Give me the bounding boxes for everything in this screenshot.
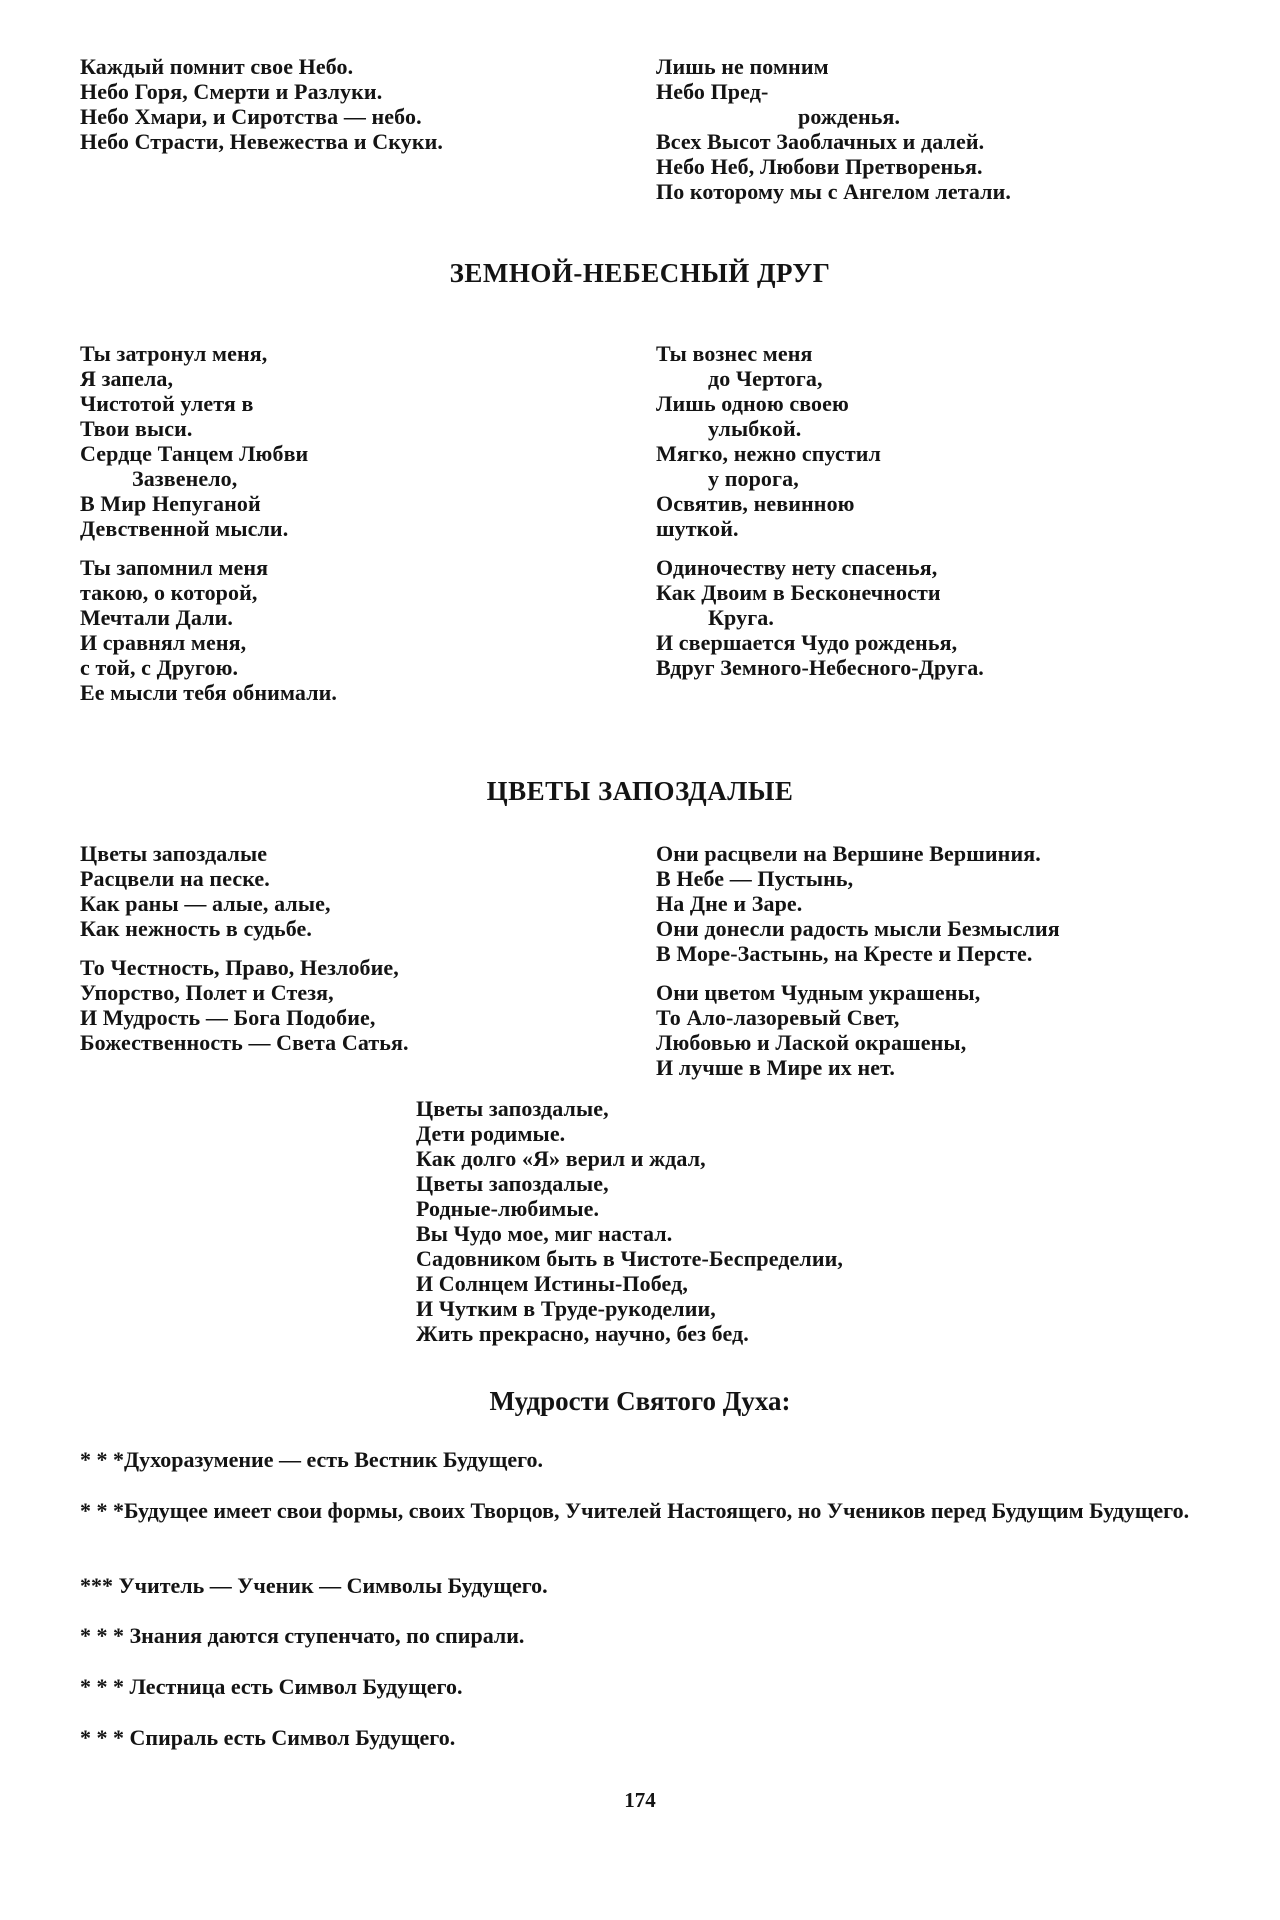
poem-line: Круга. bbox=[708, 605, 774, 630]
poem-line: с той, с Другою. bbox=[80, 655, 239, 680]
poem-line: Как нежность в судьбе. bbox=[80, 916, 313, 941]
wisdom-title: Мудрости Святого Духа: bbox=[489, 1386, 791, 1416]
poem-line: Они цветом Чудным украшены, bbox=[656, 980, 981, 1005]
list-item bbox=[80, 1623, 1200, 1648]
poem-line: В Небе — Пустынь, bbox=[656, 866, 854, 891]
poem-line: Они расцвели на Вершине Вершиния. bbox=[656, 841, 1041, 866]
poem-line: Цветы запоздалые, bbox=[416, 1171, 609, 1196]
stanza-gap bbox=[656, 541, 984, 555]
poem-line: Садовником быть в Чистоте-Беспределии, bbox=[416, 1246, 843, 1271]
poem-line: И Солнцем Истины-Побед, bbox=[416, 1271, 688, 1296]
poem-line: у порога, bbox=[708, 466, 799, 491]
poem-line: Я запела, bbox=[80, 366, 174, 391]
poem-line: Вдруг Земного-Небесного-Друга. bbox=[656, 655, 984, 680]
poem-line: Лишь не помним bbox=[656, 54, 829, 79]
poem1-left-column bbox=[80, 54, 443, 154]
poem-line: И лучше в Мире их нет. bbox=[656, 1055, 895, 1080]
poem-line: Цветы запоздалые, bbox=[416, 1096, 609, 1121]
wisdom-item-text: *** Учитель — Ученик — Символы Будущего. bbox=[80, 1573, 548, 1598]
poem-line: Зазвенело, bbox=[132, 466, 238, 491]
poem-line: И сравнял меня, bbox=[80, 630, 247, 655]
poem-line: Жить прекрасно, научно, без бед. bbox=[416, 1321, 749, 1346]
poem-line: На Дне и Заре. bbox=[656, 891, 803, 916]
wisdom-item-text: * * *Будущее имеет свои формы, своих Творцов, Учителей Настоящего, но Учеников перед Будущим Будущего. bbox=[80, 1498, 1190, 1523]
poem-line: Расцвели на песке. bbox=[80, 866, 270, 891]
poem-line: То Ало-лазоревый Свет, bbox=[656, 1005, 900, 1030]
poem-line: Ты запомнил меня bbox=[80, 555, 269, 580]
poem2-left-column bbox=[80, 341, 337, 705]
poem1-right-column bbox=[656, 54, 1011, 204]
wisdom-item-text: * * * Лестница есть Символ Будущего. bbox=[80, 1674, 463, 1699]
poem-line: И Мудрость — Бога Подобие, bbox=[80, 1005, 376, 1030]
poem-line: улыбкой. bbox=[708, 416, 802, 441]
poem-line: Как раны — алые, алые, bbox=[80, 891, 331, 916]
poem-line: Лишь одною своею bbox=[656, 391, 849, 416]
poem-line: Цветы запоздалые bbox=[80, 841, 268, 866]
poem-line: По которому мы с Ангелом летали. bbox=[656, 179, 1011, 204]
poem-line: Одиночеству нету спасенья, bbox=[656, 555, 938, 580]
poem-line: Всех Высот Заоблачных и далей. bbox=[656, 129, 985, 154]
list-item bbox=[80, 1573, 1200, 1598]
poem-line: Божественность — Света Сатья. bbox=[80, 1030, 409, 1055]
poem2-right-column bbox=[656, 341, 984, 680]
poem-line: рожденья. bbox=[798, 104, 901, 129]
list-item bbox=[80, 1447, 1200, 1472]
poem3-left-column bbox=[80, 841, 409, 1055]
poem-line: И Чутким в Труде-рукоделии, bbox=[416, 1296, 716, 1321]
poem-line: Мягко, нежно спустил bbox=[656, 441, 881, 466]
wisdom-item-text: * * * Спираль есть Символ Будущего. bbox=[80, 1725, 456, 1750]
poem-line: В Мир Непуганой bbox=[80, 491, 261, 516]
poem-line: Чистотой улетя в bbox=[80, 391, 254, 416]
poem-line: Как долго «Я» верил и ждал, bbox=[416, 1146, 706, 1171]
poem-line: Ты затронул меня, bbox=[80, 341, 268, 366]
poem-line: Сердце Танцем Любви bbox=[80, 441, 309, 466]
poem-line: Небо Горя, Смерти и Разлуки. bbox=[80, 79, 383, 104]
poem-line: до Чертога, bbox=[708, 366, 823, 391]
poem-line: шуткой. bbox=[656, 516, 739, 541]
stanza-gap bbox=[80, 941, 409, 955]
poem-line: Ее мысли тебя обнимали. bbox=[80, 680, 338, 705]
list-item bbox=[80, 1674, 1200, 1699]
poem-line: То Честность, Право, Незлобие, bbox=[80, 955, 399, 980]
list-item bbox=[80, 1498, 1200, 1523]
poem-line: В Море-Застынь, на Кресте и Персте. bbox=[656, 941, 1033, 966]
poem-line: Как Двоим в Бесконечности bbox=[656, 580, 941, 605]
list-item bbox=[80, 1725, 1200, 1750]
poem2-title: ЗЕМНОЙ-НЕБЕСНЫЙ ДРУГ bbox=[449, 258, 831, 288]
wisdom-item-text: * * * Знания даются ступенчато, по спирали. bbox=[80, 1623, 525, 1648]
poem-line: Они донесли радость мысли Безмыслия bbox=[656, 916, 1060, 941]
poem-line: Небо Хмари, и Сиротства — небо. bbox=[80, 104, 422, 129]
poem3-right-column bbox=[656, 841, 1060, 1080]
stanza-gap bbox=[80, 541, 337, 555]
poem3-title: ЦВЕТЫ ЗАПОЗДАЛЫЕ bbox=[486, 776, 794, 806]
poem-line: Мечтали Дали. bbox=[80, 605, 234, 630]
poem3-center-stanza bbox=[416, 1096, 843, 1346]
poem-line: Дети родимые. bbox=[416, 1121, 566, 1146]
poem-line: Освятив, невинною bbox=[656, 491, 855, 516]
stanza-gap bbox=[656, 966, 1060, 980]
wisdom-item-text: * * *Духоразумение — есть Вестник Будущего. bbox=[80, 1447, 544, 1472]
poem-line: Небо Неб, Любови Претворенья. bbox=[656, 154, 983, 179]
poem-line: Упорство, Полет и Стезя, bbox=[80, 980, 334, 1005]
poem-line: такою, о которой, bbox=[80, 580, 258, 605]
poem-line: Небо Страсти, Невежества и Скуки. bbox=[80, 129, 443, 154]
page-number: 174 bbox=[624, 1788, 656, 1812]
poem-line: Твои выси. bbox=[80, 416, 193, 441]
poem-line: И свершается Чудо рожденья, bbox=[656, 630, 958, 655]
poem-line: Девственной мысли. bbox=[80, 516, 289, 541]
poem-line: Родные-любимые. bbox=[416, 1196, 600, 1221]
poem-line: Каждый помнит свое Небо. bbox=[80, 54, 354, 79]
poem-line: Любовью и Лаской окрашены, bbox=[656, 1030, 967, 1055]
poem-line: Небо Пред- bbox=[656, 79, 769, 104]
poem-line: Вы Чудо мое, миг настал. bbox=[416, 1221, 673, 1246]
poem-line: Ты вознес меня bbox=[656, 341, 813, 366]
